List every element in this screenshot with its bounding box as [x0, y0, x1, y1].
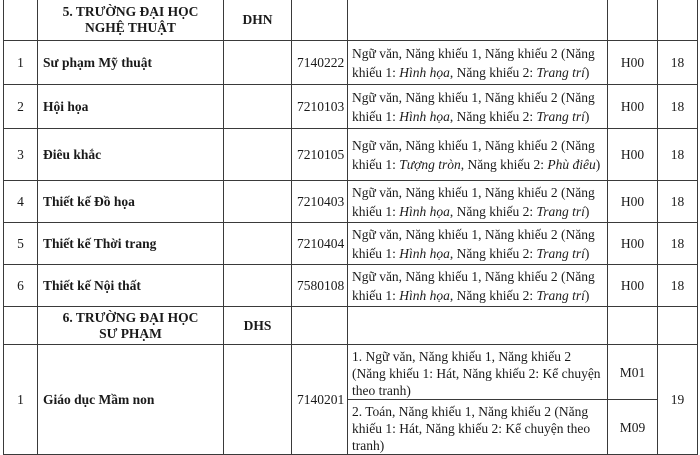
subject-combination: Ngữ văn, Năng khiếu 1, Năng khiếu 2 (Năng khiếu 1: Hình họa, Năng khiếu 2: Trang trí) — [348, 181, 608, 223]
empty-cell — [4, 0, 38, 41]
table-row — [4, 265, 698, 307]
major-name: Giáo dục Mầm non — [38, 345, 224, 455]
row-number: 2 — [4, 85, 38, 129]
subject-combination: Ngữ văn, Năng khiếu 1, Năng khiếu 2 (Năng khiếu 1: Hình họa, Năng khiếu 2: Trang trí) — [348, 85, 608, 129]
section-header — [4, 0, 698, 41]
major-code: 7140201 — [292, 345, 348, 455]
combo-code: H00 — [608, 265, 658, 307]
institution-code: DHS — [224, 307, 292, 345]
combo-code: M01 — [608, 345, 658, 400]
section-header — [4, 307, 698, 345]
min-score: 18 — [658, 181, 698, 223]
row-number: 3 — [4, 129, 38, 181]
empty-cell — [224, 41, 292, 85]
major-code: 7140222 — [292, 41, 348, 85]
combo-code: H00 — [608, 129, 658, 181]
table-row — [4, 223, 698, 265]
major-name: Sư phạm Mỹ thuật — [38, 41, 224, 85]
row-number: 1 — [4, 345, 38, 455]
row-number: 1 — [4, 41, 38, 85]
combo-code: H00 — [608, 181, 658, 223]
empty-cell — [224, 345, 292, 455]
empty-cell — [348, 307, 608, 345]
empty-cell — [292, 307, 348, 345]
empty-cell — [224, 181, 292, 223]
major-name: Thiết kế Thời trang — [38, 223, 224, 265]
section-title: 5. TRƯỜNG ĐẠI HỌC NGHỆ THUẬT — [38, 0, 224, 41]
empty-cell — [292, 0, 348, 41]
min-score: 18 — [658, 265, 698, 307]
empty-cell — [608, 0, 658, 41]
major-name: Hội họa — [38, 85, 224, 129]
combo-code: H00 — [608, 223, 658, 265]
subject-combination: Ngữ văn, Năng khiếu 1, Năng khiếu 2 (Năng khiếu 1: Tượng tròn, Năng khiếu 2: Phù điêu) — [348, 129, 608, 181]
subject-combination: Ngữ văn, Năng khiếu 1, Năng khiếu 2 (Năng khiếu 1: Hình họa, Năng khiếu 2: Trang trí) — [348, 223, 608, 265]
empty-cell — [224, 223, 292, 265]
major-code: 7210105 — [292, 129, 348, 181]
subject-combination: Ngữ văn, Năng khiếu 1, Năng khiếu 2 (Năng khiếu 1: Hình họa, Năng khiếu 2: Trang trí) — [348, 41, 608, 85]
empty-cell — [224, 265, 292, 307]
empty-cell — [4, 307, 38, 345]
major-code: 7210404 — [292, 223, 348, 265]
institution-code: DHN — [224, 0, 292, 41]
section-title: 6. TRƯỜNG ĐẠI HỌC SƯ PHẠM — [38, 307, 224, 345]
combo-code: H00 — [608, 41, 658, 85]
min-score: 18 — [658, 85, 698, 129]
empty-cell — [658, 307, 698, 345]
empty-cell — [608, 307, 658, 345]
subject-combination: 1. Ngữ văn, Năng khiếu 1, Năng khiếu 2 (Năng khiếu 1: Hát, Năng khiếu 2: Kể chuyện theo tranh) — [348, 345, 608, 400]
admission-table — [3, 0, 698, 455]
table-row — [4, 181, 698, 223]
row-number: 4 — [4, 181, 38, 223]
table-row — [4, 41, 698, 85]
empty-cell — [224, 85, 292, 129]
min-score: 18 — [658, 41, 698, 85]
min-score: 19 — [658, 345, 698, 455]
major-name: Điêu khắc — [38, 129, 224, 181]
row-number: 5 — [4, 223, 38, 265]
major-name: Thiết kế Đồ họa — [38, 181, 224, 223]
subject-combination: 2. Toán, Năng khiếu 1, Năng khiếu 2 (Năng khiếu 1: Hát, Năng khiếu 2: Kể chuyện theo tranh) — [348, 400, 608, 455]
major-code: 7580108 — [292, 265, 348, 307]
row-number: 6 — [4, 265, 38, 307]
min-score: 18 — [658, 129, 698, 181]
major-name: Thiết kế Nội thất — [38, 265, 224, 307]
combo-code: M09 — [608, 400, 658, 455]
subject-combination: Ngữ văn, Năng khiếu 1, Năng khiếu 2 (Năng khiếu 1: Hình họa, Năng khiếu 2: Trang trí) — [348, 265, 608, 307]
empty-cell — [658, 0, 698, 41]
min-score: 18 — [658, 223, 698, 265]
empty-cell — [224, 129, 292, 181]
table-row — [4, 345, 698, 400]
combo-code: H00 — [608, 85, 658, 129]
major-code: 7210403 — [292, 181, 348, 223]
table-row — [4, 85, 698, 129]
major-code: 7210103 — [292, 85, 348, 129]
table-row — [4, 129, 698, 181]
empty-cell — [348, 0, 608, 41]
